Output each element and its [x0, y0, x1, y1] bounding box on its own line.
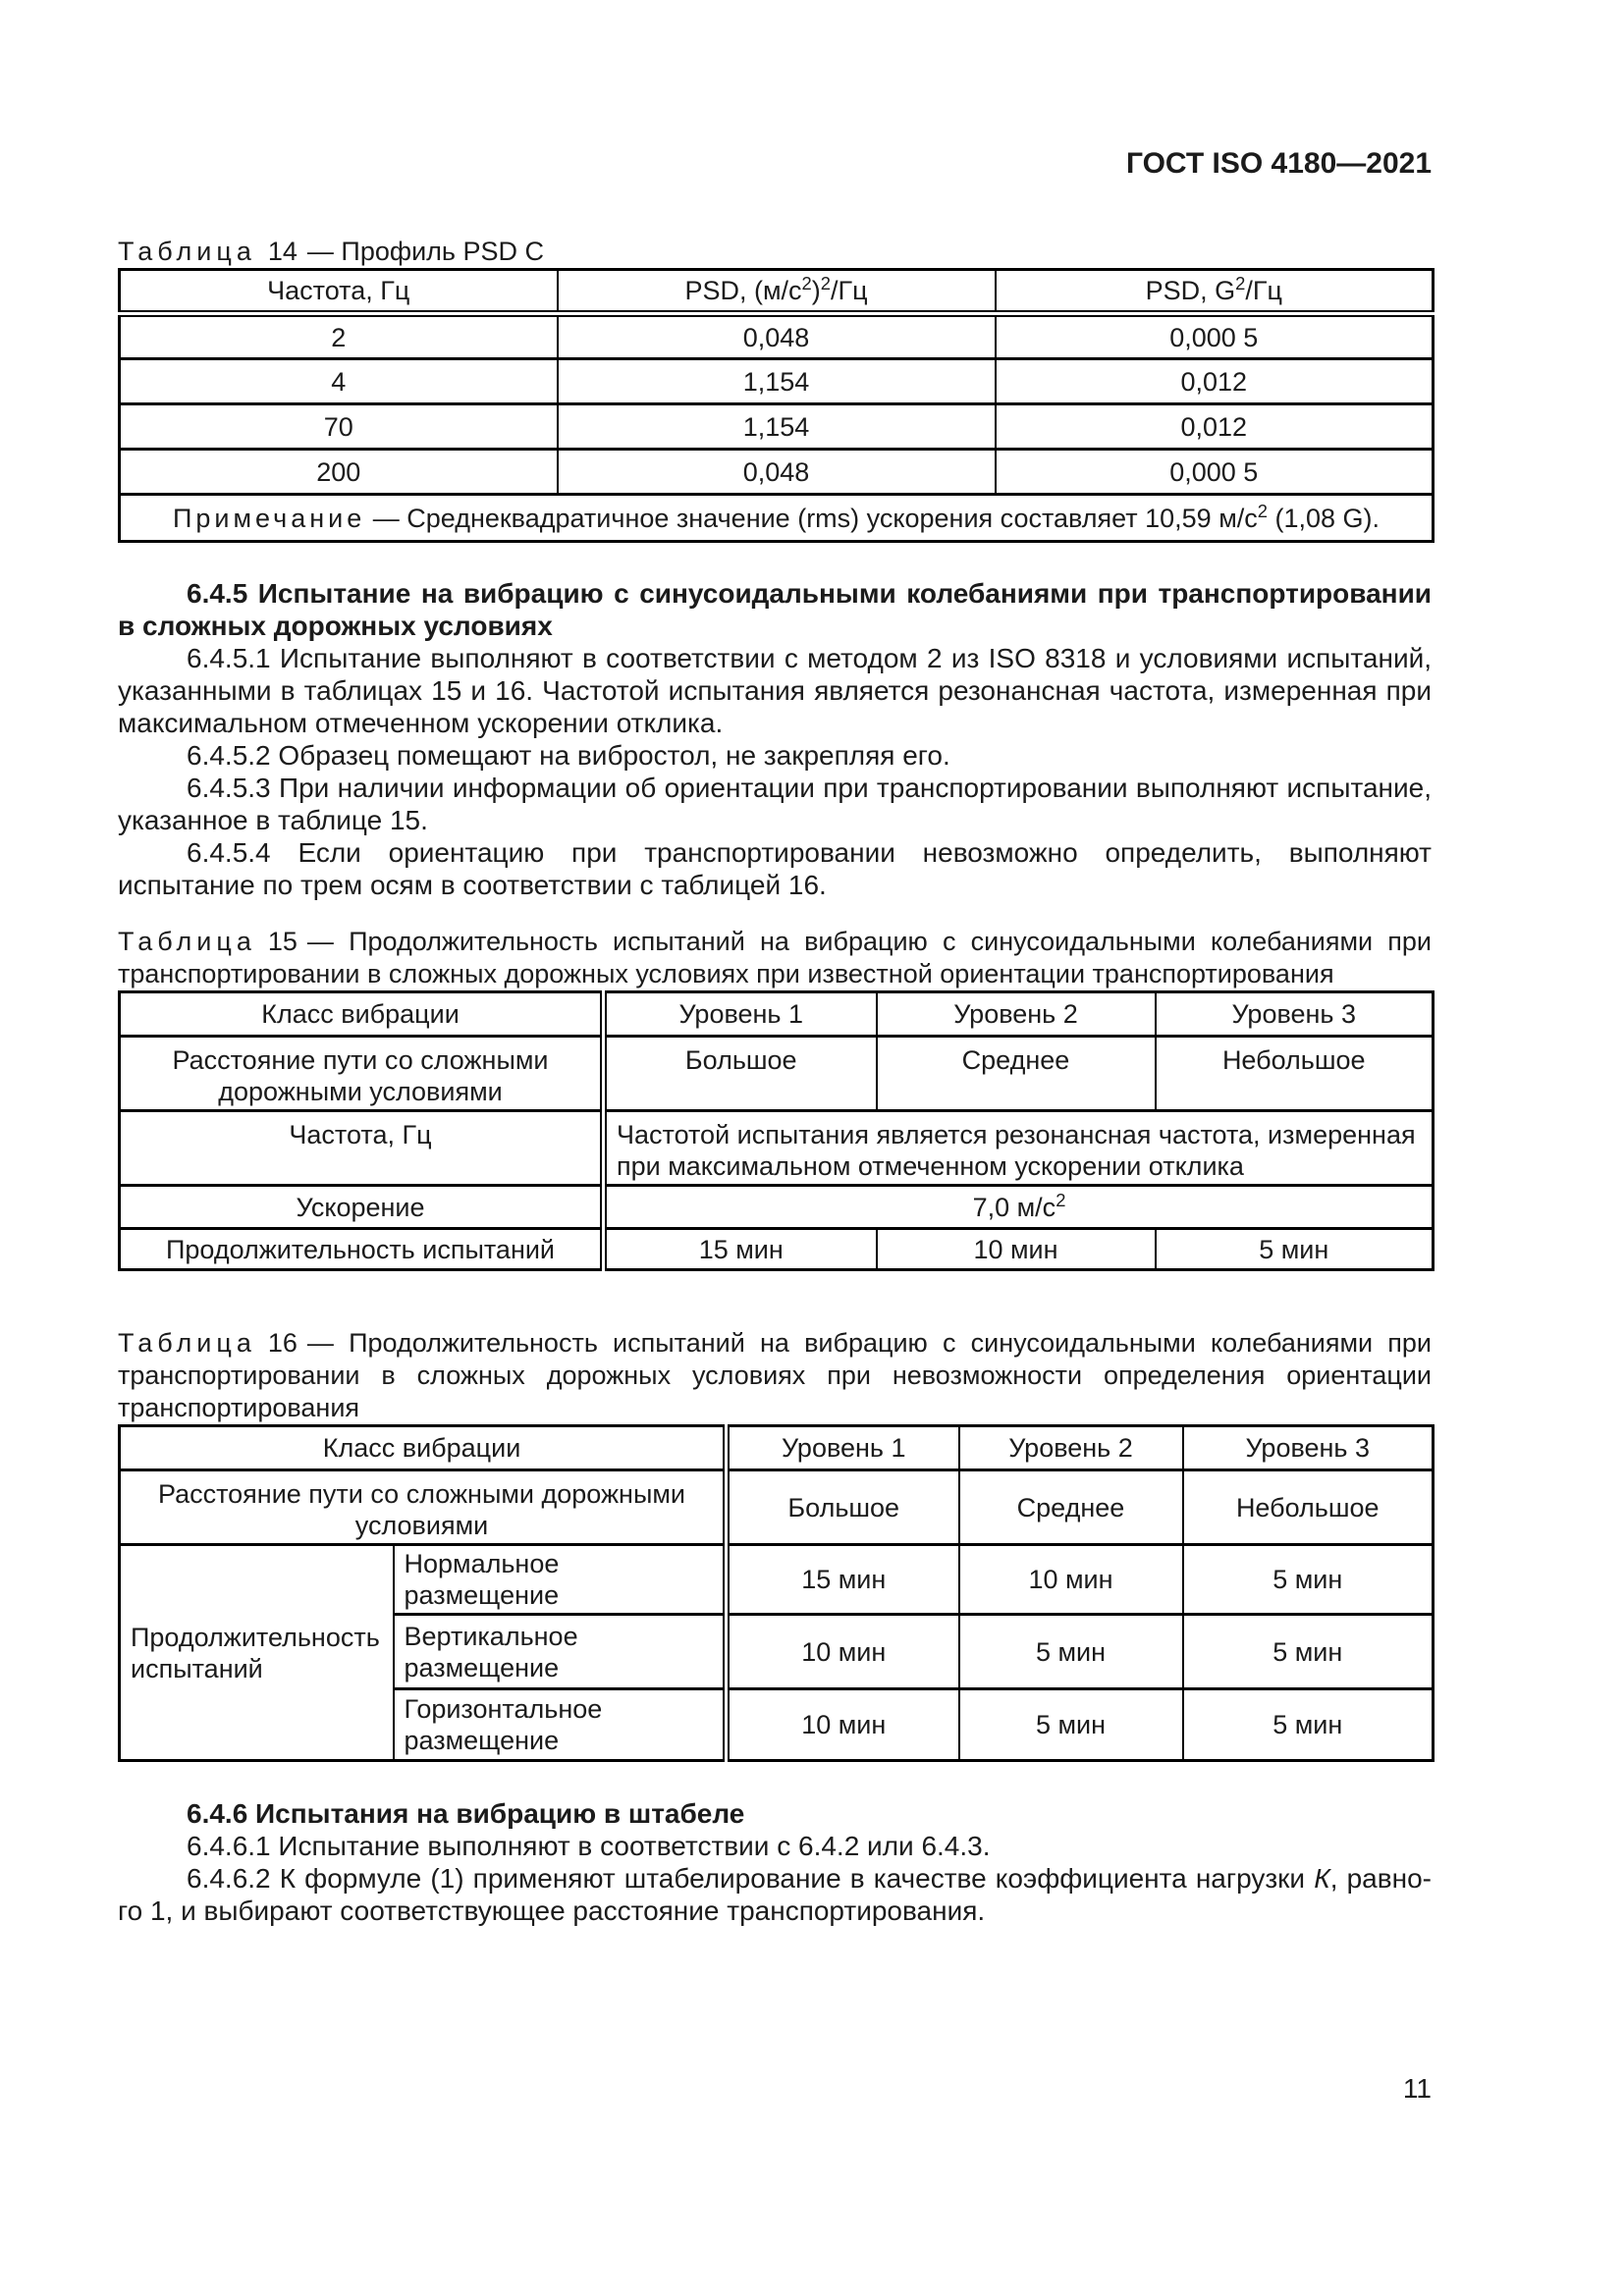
table15-row-label: Частота, Гц — [120, 1111, 604, 1186]
table14-note — [120, 495, 1434, 542]
table14-note-row — [120, 495, 1434, 542]
superscript: 2 — [801, 273, 812, 294]
table14-cell: 0,048 — [558, 450, 996, 495]
paragraph-6452: 6.4.5.2 Образец помещают на вибростол, не закрепляя его. — [187, 740, 950, 771]
superscript: 2 — [820, 273, 831, 294]
table15-col-level2: Уровень 2 — [877, 992, 1156, 1037]
table16-caption-word: Таблица — [118, 1328, 256, 1358]
table14-caption-word: Таблица — [118, 237, 256, 266]
paragraph-6454: 6.4.5.4 Если ориентацию при транспортировании невозможно определить, выполняют испытание по трем осям в соответствии с таблицей 16. — [118, 837, 1432, 900]
table15-row-label: Ускорение — [120, 1186, 604, 1229]
page-number: 11 — [1402, 2073, 1432, 2104]
table16-cell: 5 мин — [959, 1689, 1183, 1761]
table15-cell: 5 мин — [1156, 1229, 1434, 1270]
table16-sub-label: Горизонтальное размещение — [394, 1689, 727, 1761]
paragraph-6453: 6.4.5.3 При наличии информации об ориентации при транспортировании выполняют испытание, указанное в таблице 15. — [118, 773, 1432, 835]
table16-cell: 5 мин — [1183, 1689, 1434, 1761]
table14-caption-text: — Профиль PSD C — [306, 237, 544, 266]
table16-header-row — [120, 1426, 1434, 1470]
table14-row — [120, 404, 1434, 450]
table14-caption — [118, 236, 1432, 268]
header-text: PSD, (м/с — [684, 276, 802, 305]
table15-caption-number: 15 — [267, 927, 298, 956]
table14 — [118, 268, 1435, 543]
table16-col-level3: Уровень 3 — [1183, 1426, 1434, 1470]
table14-cell: 70 — [120, 404, 558, 450]
table14-col-frequency: Частота, Гц — [120, 270, 558, 314]
note-text: — Среднеквадратичное значение (rms) ускорения составляет 10,59 м/с — [365, 503, 1258, 533]
paragraph-text: , равного 1, и выбирают соответствующее расстояние транспортирования. — [118, 1863, 1432, 1926]
table14-cell: 0,012 — [996, 359, 1434, 404]
table14-cell: 0,000 5 — [996, 314, 1434, 359]
table16-cell: Большое — [727, 1470, 959, 1545]
table15-cell: 10 мин — [877, 1229, 1156, 1270]
table15-row-duration — [120, 1229, 1434, 1270]
table16-row-distance — [120, 1470, 1434, 1545]
header-text: PSD, G — [1145, 276, 1236, 305]
paragraph-text: 6.4.6.2 К формуле (1) применяют штабелирование в качестве коэффициента нагрузки — [187, 1863, 1315, 1894]
section-646-heading: 6.4.6 Испытания на вибрацию в штабеле — [187, 1798, 745, 1829]
table16 — [118, 1424, 1435, 1762]
table15-caption — [118, 926, 1432, 990]
table16-cell: 5 мин — [959, 1615, 1183, 1689]
table14-cell: 0,012 — [996, 404, 1434, 450]
table15 — [118, 990, 1435, 1271]
table14-cell: 0,000 5 — [996, 450, 1434, 495]
table15-col-level1: Уровень 1 — [604, 992, 877, 1037]
table16-caption-number: 16 — [267, 1328, 298, 1358]
table16-cell: 15 мин — [727, 1545, 959, 1615]
table16-group-label: Продолжительность испытаний — [120, 1545, 394, 1761]
table16-sub-label: Вертикальное размещение — [394, 1615, 727, 1689]
table16-row-normal — [120, 1545, 1434, 1615]
table14-cell: 2 — [120, 314, 558, 359]
table15-caption-text: — Продолжительность испытаний на вибрацию с синусоидальными колебаниями при транспортировании в сложных дорожных условиях при известной ориентации транспортирования — [118, 927, 1432, 988]
table16-caption — [118, 1327, 1432, 1424]
paragraph-6451: 6.4.5.1 Испытание выполняют в соответствии с методом 2 из ISO 8318 и условиями испытаний, указанными в таблицах 15 и 16. Частотой испытания является резонансная частота, измеренная при максимальном отмеченном ускорении отклика. — [118, 643, 1432, 738]
table14-row — [120, 359, 1434, 404]
table16-row-label: Расстояние пути со сложными дорожными условиями — [120, 1470, 727, 1545]
table14-row — [120, 314, 1434, 359]
table14-cell: 4 — [120, 359, 558, 404]
note-text: (1,08 G). — [1267, 503, 1380, 533]
table16-cell: 10 мин — [959, 1545, 1183, 1615]
header-text: ) — [811, 276, 821, 305]
table15-header-row — [120, 992, 1434, 1037]
table15-cell: Среднее — [877, 1037, 1156, 1111]
table16-sub-label: Нормальное размещение — [394, 1545, 727, 1615]
table16-cell: 5 мин — [1183, 1545, 1434, 1615]
table16-col-class: Класс вибрации — [120, 1426, 727, 1470]
table15-caption-word: Таблица — [118, 927, 256, 956]
table15-row-label: Продолжительность испытаний — [120, 1229, 604, 1270]
table16-cell: 5 мин — [1183, 1615, 1434, 1689]
table15-row-acceleration — [120, 1186, 1434, 1229]
section-645-heading: 6.4.5 Испытание на вибрацию с синусоидальными колебаниями при транспортировании в сложных дорожных условиях — [118, 578, 1432, 641]
paragraph-6462 — [118, 1862, 1432, 1927]
table15-cell: 15 мин — [604, 1229, 877, 1270]
table14-col-psd-g — [996, 270, 1434, 314]
table14-row — [120, 450, 1434, 495]
superscript: 2 — [1235, 273, 1246, 294]
table14-cell: 1,154 — [558, 359, 996, 404]
table14-cell: 200 — [120, 450, 558, 495]
value-text: 7,0 м/с — [972, 1192, 1056, 1222]
table16-cell: Небольшое — [1183, 1470, 1434, 1545]
table16-col-level1: Уровень 1 — [727, 1426, 959, 1470]
table15-row-label: Расстояние пути со сложными дорожными условиями — [120, 1037, 604, 1111]
table16-cell: 10 мин — [727, 1615, 959, 1689]
table15-cell-merged — [604, 1186, 1434, 1229]
table14-caption-number: 14 — [267, 237, 298, 266]
table16-cell: Среднее — [959, 1470, 1183, 1545]
table15-cell: Небольшое — [1156, 1037, 1434, 1111]
table15-cell: Большое — [604, 1037, 877, 1111]
table16-cell: 10 мин — [727, 1689, 959, 1761]
table14-header-row — [120, 270, 1434, 314]
table16-col-level2: Уровень 2 — [959, 1426, 1183, 1470]
table16-caption-text: — Продолжительность испытаний на вибрацию с синусоидальными колебаниями при транспортировании в сложных дорожных условиях при невозможности определения ориентации транспортирования — [118, 1328, 1432, 1422]
table14-cell: 0,048 — [558, 314, 996, 359]
table15-col-level3: Уровень 3 — [1156, 992, 1434, 1037]
document-title: ГОСТ ISO 4180—2021 — [1125, 147, 1432, 180]
paragraph-6461: 6.4.6.1 Испытание выполняют в соответствии с 6.4.2 или 6.4.3. — [187, 1831, 991, 1861]
table15-row-distance — [120, 1037, 1434, 1111]
table14-col-psd-ms — [558, 270, 996, 314]
variable-k: К — [1314, 1863, 1330, 1894]
header-text: /Гц — [1245, 276, 1282, 305]
page-content — [118, 0, 1432, 1927]
superscript: 2 — [1056, 1189, 1066, 1210]
table15-cell-merged: Частотой испытания является резонансная частота, измеренная при максимальном отмеченном ускорении отклика — [604, 1111, 1434, 1186]
superscript: 2 — [1257, 500, 1268, 521]
header-text: /Гц — [830, 276, 868, 305]
note-label: Примечание — [172, 503, 366, 533]
table15-col-class: Класс вибрации — [120, 992, 604, 1037]
table15-row-frequency — [120, 1111, 1434, 1186]
table14-cell: 1,154 — [558, 404, 996, 450]
